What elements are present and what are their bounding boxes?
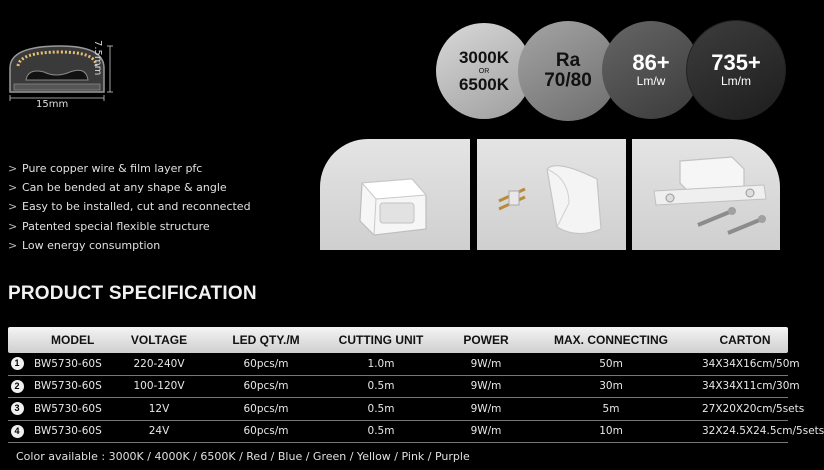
row-number-badge: 1: [11, 357, 24, 370]
table-header: [8, 327, 788, 353]
row-number-badge: 4: [11, 425, 24, 438]
bullet-marker: >: [8, 181, 18, 195]
spec-table: [8, 327, 824, 443]
flux-unit: Lm/m: [721, 74, 751, 88]
cri-label: Ra: [555, 50, 581, 71]
header-power: POWER: [463, 333, 509, 347]
header-cutting-unit: CUTTING UNIT: [338, 333, 424, 347]
cell-led-qty: 60pcs/m: [243, 357, 289, 370]
cell-model: BW5730-60S: [34, 357, 102, 370]
cell-power: 9W/m: [470, 425, 502, 438]
table-row: [8, 376, 800, 399]
bullet-marker: >: [8, 162, 18, 175]
cell-voltage: 100-120V: [133, 380, 185, 393]
efficacy-unit: Lm/w: [636, 74, 666, 88]
cell-voltage: 24V: [148, 425, 170, 438]
header-led-qty: LED QTY./M: [232, 333, 300, 347]
cri-value: 70/80: [544, 70, 592, 91]
cell-voltage: 220-240V: [133, 357, 185, 370]
connector-pin-photo: [477, 139, 626, 250]
cell-max-connecting: 30m: [599, 380, 623, 393]
cell-carton: 34X34X16cm/50m: [702, 357, 800, 370]
cell-carton: 27X20X20cm/5sets: [702, 402, 805, 415]
cell-carton: 32X24.5X24.5cm/5sets: [702, 425, 824, 438]
cell-carton: 34X34X11cm/30m: [702, 380, 800, 393]
cell-model: BW5730-60S: [34, 402, 102, 415]
luminous-flux-badge: [686, 20, 786, 120]
cct-value-1: 3000K: [458, 47, 510, 67]
cell-model: BW5730-60S: [34, 425, 102, 438]
color-availability-text: Color available : 3000K / 4000K / 6500K / Red / Blue / Green / Yellow / Pink / Purple: [16, 450, 470, 463]
header-carton: CARTON: [719, 333, 771, 347]
flux-value: 735+: [711, 50, 761, 75]
bullet-marker: >: [8, 200, 18, 214]
cell-led-qty: 60pcs/m: [243, 425, 289, 438]
cell-led-qty: 60pcs/m: [243, 380, 289, 393]
bullet-marker: >: [8, 219, 18, 233]
header-model: MODEL: [51, 333, 95, 347]
cell-cutting-unit: 1.0m: [367, 357, 395, 370]
table-row: [8, 421, 824, 444]
header-voltage: VOLTAGE: [130, 333, 188, 347]
end-cap-photo: [320, 139, 470, 250]
cell-led-qty: 60pcs/m: [243, 402, 289, 415]
cell-max-connecting: 50m: [599, 357, 623, 370]
feature-item: > Low energy consumption: [8, 236, 251, 255]
mounting-clip-photo: [632, 139, 780, 250]
dimension-height-label: 7.5mm: [92, 40, 103, 76]
cell-cutting-unit: 0.5m: [367, 380, 395, 393]
cct-value-2: 6500K: [458, 74, 510, 94]
feature-item: > Easy to be installed, cut and reconnected: [8, 197, 251, 216]
cell-max-connecting: 5m: [602, 402, 620, 415]
cell-power: 9W/m: [470, 357, 502, 370]
row-number-badge: 2: [11, 380, 24, 393]
page-title: PRODUCT SPECIFICATION: [8, 283, 257, 304]
header-max-connecting: MAX. CONNECTING: [554, 333, 668, 347]
cell-cutting-unit: 0.5m: [367, 425, 395, 438]
table-row: [8, 353, 800, 376]
dimension-width-label: 15mm: [36, 99, 69, 110]
cell-cutting-unit: 0.5m: [367, 402, 395, 415]
efficacy-value: 86+: [632, 50, 670, 75]
cell-model: BW5730-60S: [34, 380, 102, 393]
feature-list: [8, 159, 251, 255]
feature-item: > Patented special flexible structure: [8, 217, 251, 236]
bullet-marker: >: [8, 238, 18, 252]
feature-item: > Pure copper wire & film layer pfc: [8, 159, 251, 178]
feature-item: > Can be bended at any shape & angle: [8, 178, 251, 197]
cell-voltage: 12V: [148, 402, 170, 415]
row-number-badge: 3: [11, 402, 24, 415]
cell-power: 9W/m: [470, 380, 502, 393]
cell-power: 9W/m: [470, 402, 502, 415]
cct-or: OR: [478, 67, 490, 75]
cell-max-connecting: 10m: [599, 425, 623, 438]
table-row: [8, 398, 805, 421]
